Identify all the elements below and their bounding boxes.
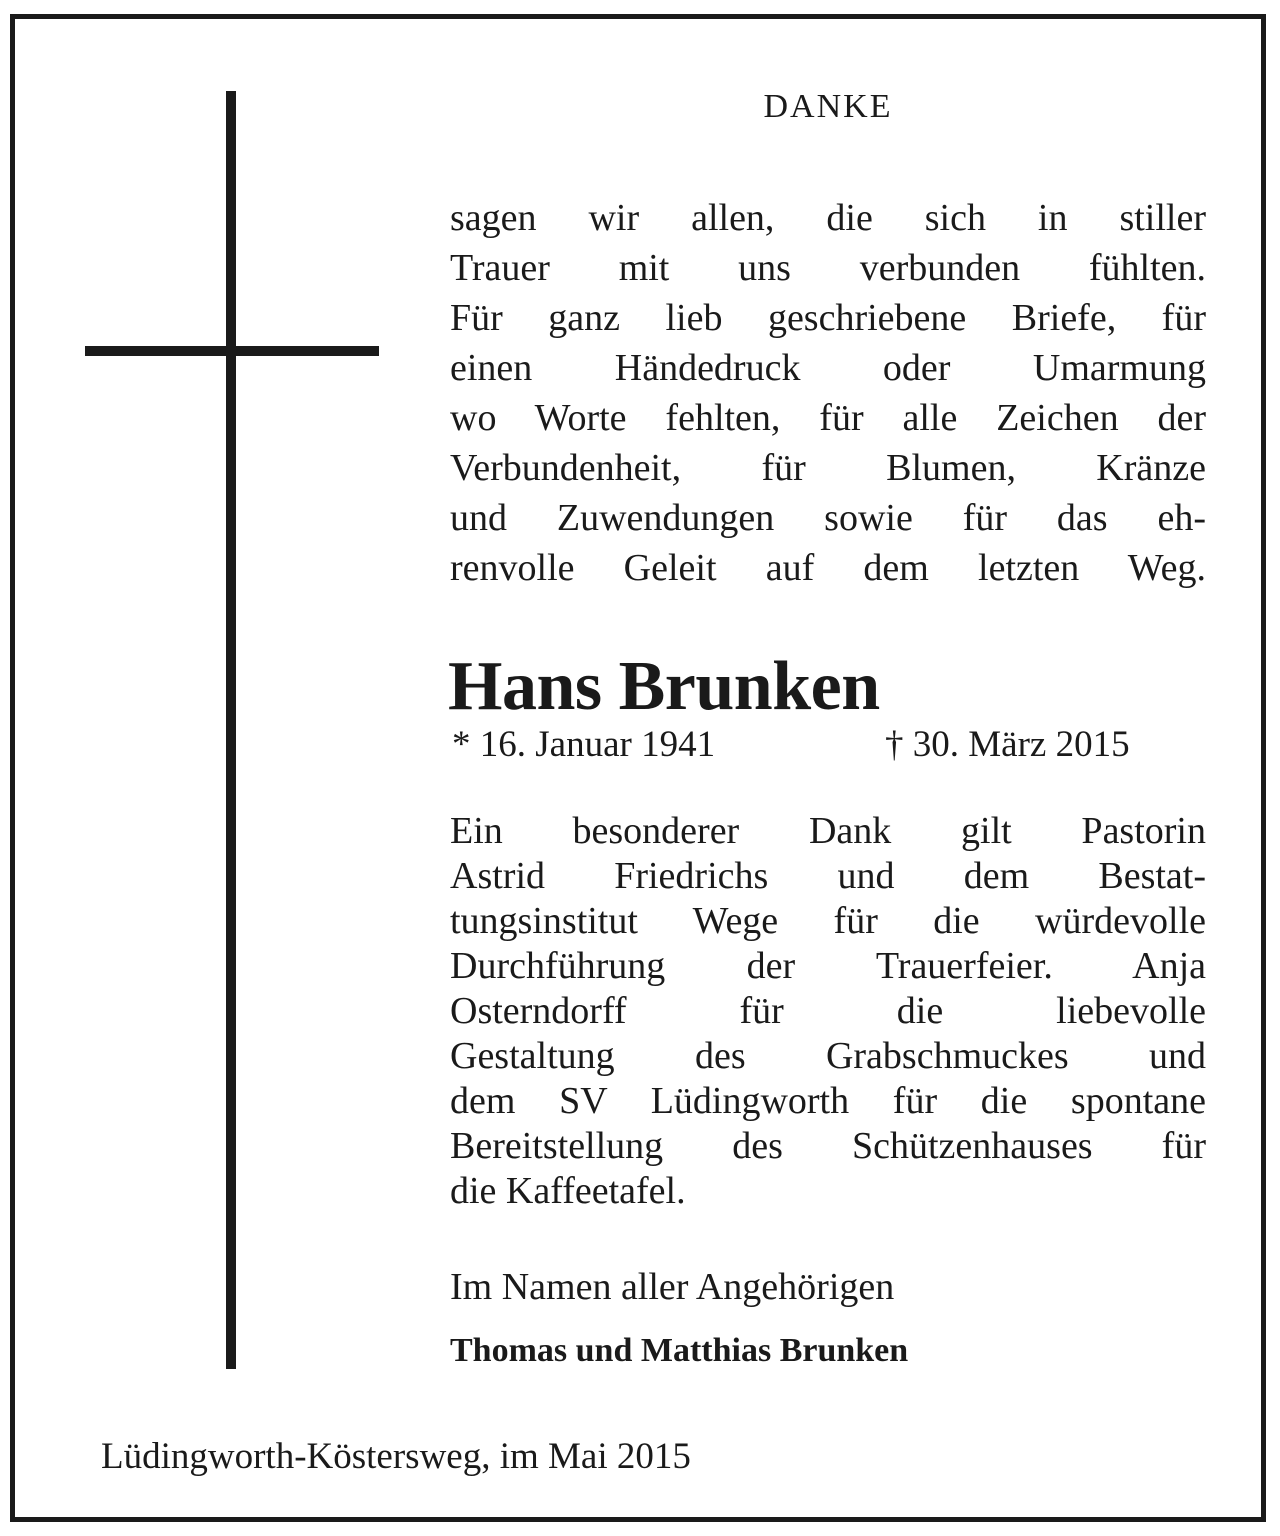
- birth-date: * 16. Januar 1941: [452, 724, 716, 765]
- cross-vertical-beam: [226, 91, 236, 1369]
- deceased-name: Hans Brunken: [448, 648, 880, 725]
- thanks-line: Für ganz lieb geschriebene Briefe, für: [450, 297, 1206, 339]
- thanks-line: wo Worte fehlten, für alle Zeichen der: [450, 397, 1206, 439]
- thanks-paragraph: [450, 193, 1206, 593]
- place-date: Lüdingworth-Köstersweg, im Mai 2015: [101, 1436, 691, 1477]
- cross-horizontal-beam: [85, 346, 379, 356]
- special-thanks-line: Astrid Friedrichs und dem Bestat-: [450, 855, 1206, 897]
- special-thanks-line: dem SV Lüdingworth für die spontane: [450, 1080, 1206, 1122]
- special-thanks-line: Bereitstellung des Schützenhauses für: [450, 1125, 1206, 1167]
- signers: Thomas und Matthias Brunken: [450, 1332, 909, 1369]
- obituary-frame: [10, 14, 1266, 1522]
- special-thanks-line: die Kaffeetafel.: [450, 1170, 686, 1212]
- thanks-line: Verbundenheit, für Blumen, Kränze: [450, 447, 1206, 489]
- thanks-line: Trauer mit uns verbunden fühlten.: [450, 247, 1206, 289]
- special-thanks-paragraph: [450, 809, 1206, 1214]
- special-thanks-line: Durchführung der Trauerfeier. Anja: [450, 945, 1206, 987]
- family-line: Im Namen aller Angehörigen: [450, 1266, 895, 1308]
- special-thanks-line: Osterndorff für die liebevolle: [450, 990, 1206, 1032]
- special-thanks-line: Gestaltung des Grabschmuckes und: [450, 1035, 1206, 1077]
- thanks-line: einen Händedruck oder Umarmung: [450, 347, 1206, 389]
- death-date: † 30. März 2015: [885, 724, 1130, 765]
- thanks-line: sagen wir allen, die sich in stiller: [450, 197, 1206, 239]
- special-thanks-line: tungsinstitut Wege für die würdevolle: [450, 900, 1206, 942]
- thanks-line: und Zuwendungen sowie für das eh-: [450, 497, 1206, 539]
- special-thanks-line: Ein besonderer Dank gilt Pastorin: [450, 810, 1206, 852]
- thanks-line: renvolle Geleit auf dem letzten Weg.: [450, 547, 1206, 589]
- heading-danke: DANKE: [763, 88, 893, 125]
